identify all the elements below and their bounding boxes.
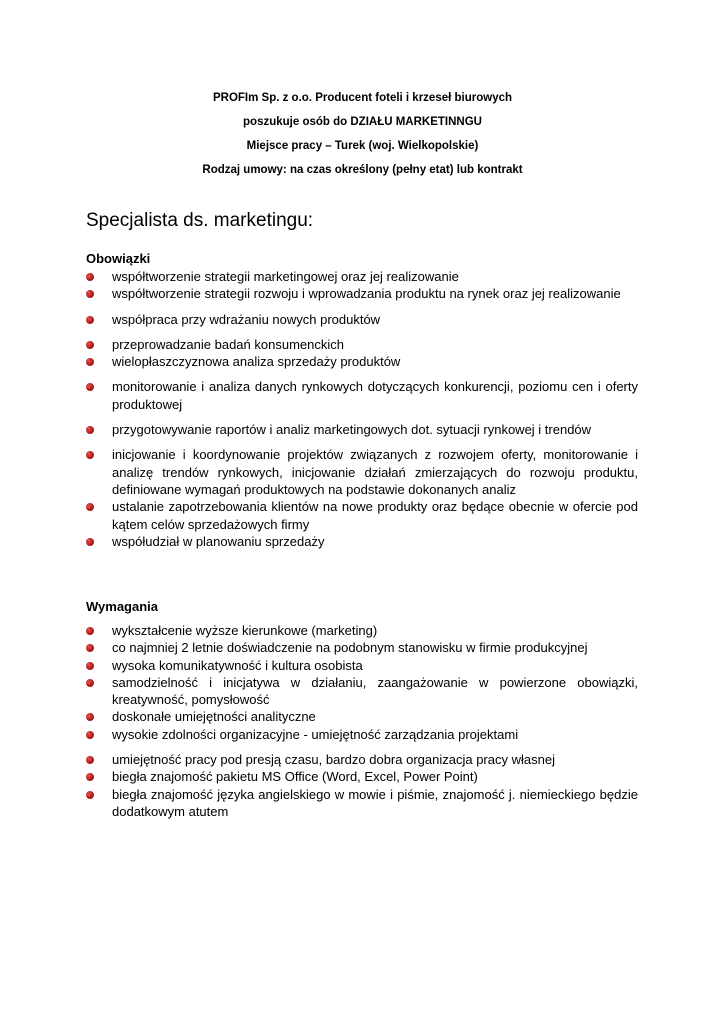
requirement-text: wysoka komunikatywność i kultura osobista: [112, 657, 363, 673]
header-department-line: poszukuje osób do DZIAŁU MARKETINNGU: [243, 116, 482, 128]
header-location-line: Miejsce pracy – Turek (woj. Wielkopolskie): [246, 140, 479, 152]
duty-text: współudział w planowaniu sprzedaży: [112, 533, 325, 549]
duty-text: współtworzenie strategii rozwoju i wprowadzania produktu na rynek oraz jej realizowanie: [112, 286, 621, 302]
bullet-icon: [86, 791, 94, 799]
list-item: [86, 498, 638, 533]
duty-text: współtworzenie strategii marketingowej oraz jej realizowanie: [112, 269, 459, 284]
bullet-icon: [86, 679, 94, 687]
requirement-text: biegła znajomość pakietu MS Office (Word, Excel, Power Point): [112, 769, 478, 785]
bullet-icon: [86, 627, 94, 635]
list-item: [86, 768, 638, 785]
list-item: [86, 786, 638, 821]
requirement-text: wysokie zdolności organizacyjne - umiejętność zarządzania projektami: [112, 726, 519, 742]
list-item: [86, 533, 638, 550]
requirement-text: biegła znajomość języka angielskiego w mowie i piśmie, znajomość j. niemieckiego będzie dodatkowym atutem: [112, 786, 638, 819]
duty-text: monitorowanie i analiza danych rynkowych dotyczących konkurencji, poziomu cen i oferty produktowej: [112, 379, 638, 412]
bullet-icon: [86, 383, 94, 391]
bullet-icon: [86, 503, 94, 511]
list-item: [86, 378, 638, 413]
list-item: [86, 353, 638, 370]
requirement-text: umiejętność pracy pod presją czasu, bardzo dobra organizacja pracy własnej: [112, 752, 555, 768]
list-item: [86, 622, 638, 639]
bullet-icon: [86, 756, 94, 764]
duty-text: inicjowanie i koordynowanie projektów związanych z rozwojem oferty, monitorowanie i analizę trendów rynkowych, inicjowanie działań zmierzających do rozwoju produktu, definiowane wymagań produktowych na podstawie dokonanych analiz: [112, 447, 638, 497]
header-contract-line: Rodzaj umowy: na czas określony (pełny etat) lub kontrakt: [202, 164, 523, 176]
bullet-icon: [86, 451, 94, 459]
list-item: [86, 657, 638, 674]
bullet-icon: [86, 426, 94, 434]
list-item: [86, 336, 638, 353]
bullet-icon: [86, 290, 94, 298]
requirement-text: co najmniej 2 letnie doświadczenie na podobnym stanowisku w firmie produkcyjnej: [112, 640, 588, 656]
bullet-icon: [86, 713, 94, 721]
job-title: Specjalista ds. marketingu:: [86, 210, 314, 231]
list-item: [86, 311, 638, 328]
list-item: [86, 285, 638, 302]
duties-heading: Obowiązki: [86, 251, 151, 266]
list-item: [86, 708, 638, 725]
duty-text: wielopłaszczyznowa analiza sprzedaży produktów: [112, 354, 401, 370]
duty-text: współpraca przy wdrażaniu nowych produktów: [112, 311, 381, 327]
header-company-line: PROFIm Sp. z o.o. Producent foteli i krzeseł biurowych: [212, 92, 513, 104]
requirements-heading: Wymagania: [86, 599, 159, 614]
bullet-icon: [86, 316, 94, 324]
requirement-text: wykształcenie wyższe kierunkowe (marketing): [112, 623, 378, 638]
duties-list: [86, 268, 638, 550]
requirement-text: samodzielność i inicjatywa w działaniu, zaangażowanie w powierzone obowiązki, kreatywność, pomysłowość: [112, 674, 638, 708]
bullet-icon: [86, 773, 94, 781]
bullet-icon: [86, 662, 94, 670]
bullet-icon: [86, 358, 94, 366]
bullet-icon: [86, 341, 94, 349]
list-item: [86, 446, 638, 498]
requirement-text: doskonałe umiejętności analityczne: [112, 709, 316, 725]
bullet-icon: [86, 731, 94, 739]
bullet-icon: [86, 644, 94, 652]
company-header: [0, 86, 725, 182]
list-item: [86, 726, 638, 743]
list-item: [86, 751, 638, 768]
list-item: [86, 268, 638, 285]
list-item: [86, 421, 638, 438]
bullet-icon: [86, 538, 94, 546]
bullet-icon: [86, 273, 94, 281]
list-item: [86, 674, 638, 709]
list-item: [86, 639, 638, 656]
duty-text: ustalanie zapotrzebowania klientów na nowe produkty oraz będące obecnie w ofercie pod kątem celów sprzedażowych firmy: [112, 499, 638, 532]
requirements-list: [86, 622, 638, 820]
duty-text: przygotowywanie raportów i analiz marketingowych dot. sytuacji rynkowej i trendów: [112, 422, 592, 438]
duty-text: przeprowadzanie badań konsumenckich: [112, 336, 344, 352]
